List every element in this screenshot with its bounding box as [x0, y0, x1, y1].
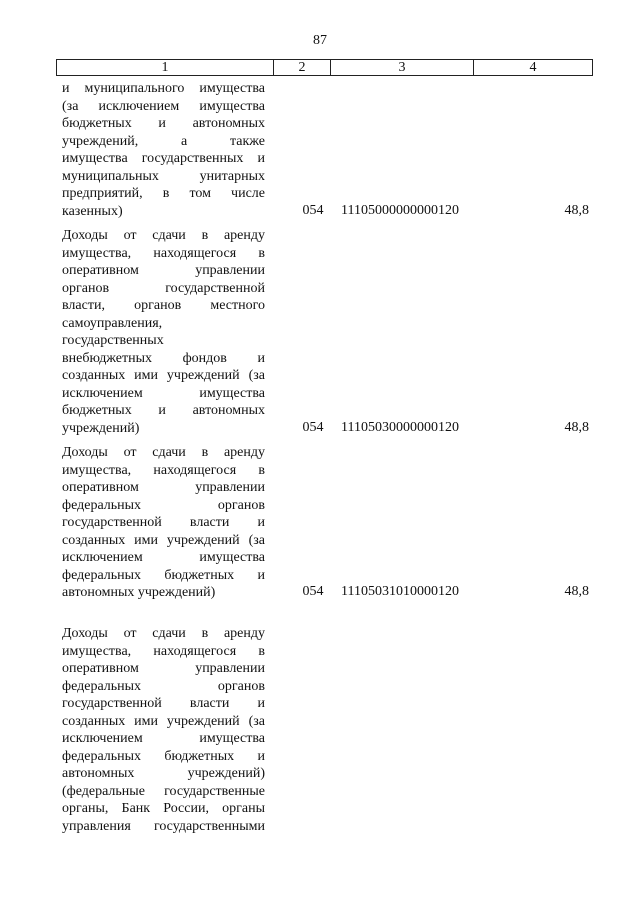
description-line: Доходы от сдачи в аренду: [62, 445, 265, 460]
row-description: [62, 444, 265, 602]
description-line: государственных: [62, 333, 164, 348]
column-header-4: 4: [529, 60, 537, 75]
description-line: оперативном управлении: [62, 263, 265, 278]
table-header: [56, 59, 593, 76]
amount: 48,8: [564, 202, 589, 218]
description-line: имущества государственных и: [62, 151, 265, 166]
row-description: [62, 227, 265, 437]
description-line: учреждений, а также: [62, 133, 265, 149]
description-line: созданных ими учреждений (за: [62, 532, 265, 548]
description-line: федеральных бюджетных и: [62, 748, 265, 764]
description-line: (федеральные государственные: [62, 783, 265, 799]
description-line: имущества, находящегося в: [62, 462, 265, 478]
column-header-2: 2: [274, 60, 331, 75]
description-line: казенных): [62, 203, 123, 219]
description-line: исключением имущества: [62, 731, 265, 746]
description-line: предприятий, в том числе: [62, 186, 265, 201]
description-line: и муниципального имущества: [62, 81, 265, 96]
description-line: учреждений): [62, 420, 140, 436]
description-line: федеральных органов: [62, 497, 265, 513]
description-line: федеральных органов: [62, 678, 265, 694]
description-line: органов государственной: [62, 280, 265, 296]
description-line: созданных ими учреждений (за: [62, 713, 265, 729]
description-line: Доходы от сдачи в аренду: [62, 626, 265, 641]
description-line: Доходы от сдачи в аренду: [62, 228, 265, 243]
budget-classification-code: 11105030000000120: [341, 419, 459, 435]
description-line: государственной власти и: [62, 515, 265, 530]
page-number: 87: [313, 33, 327, 48]
description-line: государственной власти и: [62, 696, 265, 711]
admin-code: 054: [302, 202, 324, 218]
description-line: имущества, находящегося в: [62, 245, 265, 261]
description-line: исключением имущества: [62, 550, 265, 565]
description-line: автономных учреждений): [62, 766, 265, 781]
column-header-3: 3: [331, 60, 474, 75]
description-line: оперативном управлении: [62, 661, 265, 676]
description-line: автономных учреждений): [62, 585, 216, 600]
table-row: [62, 227, 592, 437]
admin-code: 054: [302, 584, 324, 599]
description-line: оперативном управлении: [62, 480, 265, 495]
description-line: самоуправления,: [62, 315, 163, 331]
description-line: органы, Банк России, органы: [62, 801, 265, 816]
table-row: [62, 444, 592, 602]
description-line: созданных ими учреждений (за: [62, 368, 265, 383]
description-line: управления государственными: [62, 818, 265, 834]
description-line: бюджетных и автономных: [62, 116, 265, 131]
budget-classification-code: 11105031010000120: [341, 584, 459, 599]
column-header-1: 1: [57, 60, 274, 75]
row-description: [62, 625, 265, 835]
description-line: муниципальных унитарных: [62, 168, 265, 184]
budget-classification-code: 11105000000000120: [341, 202, 459, 218]
description-line: внебюджетных фондов и: [62, 350, 265, 366]
description-line: имущества, находящегося в: [62, 643, 265, 659]
amount: 48,8: [564, 419, 589, 435]
description-line: бюджетных и автономных: [62, 403, 265, 418]
row-description: [62, 80, 265, 220]
description-line: власти, органов местного: [62, 298, 265, 313]
table-row: [62, 80, 592, 220]
admin-code: 054: [302, 419, 324, 435]
table-row: [62, 625, 592, 835]
amount: 48,8: [564, 584, 589, 599]
description-line: федеральных бюджетных и: [62, 567, 265, 583]
description-line: (за исключением имущества: [62, 98, 265, 114]
description-line: исключением имущества: [62, 385, 265, 401]
